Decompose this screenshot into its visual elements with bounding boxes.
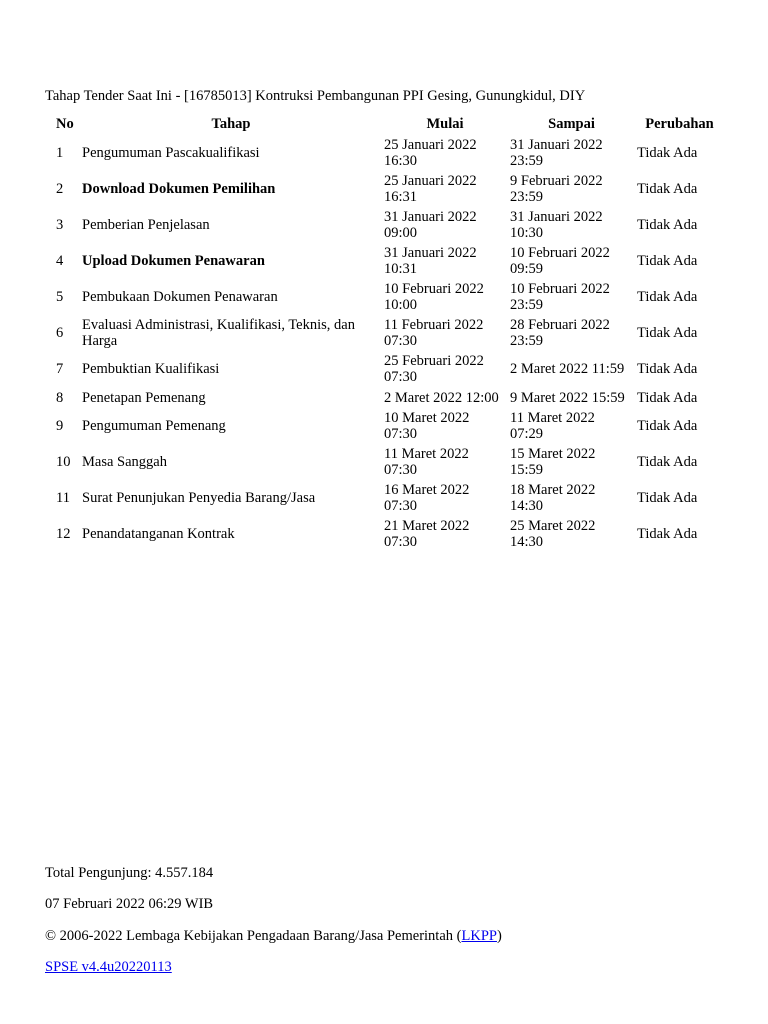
table-row — [52, 387, 724, 408]
cell-tahap: Pengumuman Pascakualifikasi — [82, 145, 260, 161]
cell-no: 8 — [56, 389, 64, 406]
cell-mulai-line: 25 Januari 2022 — [384, 173, 477, 189]
cell-tahap: Masa Sanggah — [82, 454, 167, 470]
cell-sampai-line: 15 Maret 2022 — [510, 446, 596, 462]
cell-mulai — [382, 207, 508, 243]
cell-perubahan: Tidak Ada — [637, 490, 698, 506]
cell-mulai — [382, 408, 508, 444]
cell-sampai — [508, 516, 635, 552]
cell-sampai-line: 9 Maret 2022 15:59 — [510, 389, 625, 406]
table-row — [52, 351, 724, 387]
cell-mulai — [382, 279, 508, 315]
cell-sampai — [508, 444, 635, 480]
cell-perubahan: Tidak Ada — [637, 217, 698, 233]
header-no: No — [56, 116, 74, 132]
cell-mulai — [382, 480, 508, 516]
cell-tahap: Pengumuman Pemenang — [82, 418, 226, 434]
cell-mulai — [382, 135, 508, 171]
cell-tahap: Pembuktian Kualifikasi — [82, 361, 220, 377]
cell-mulai — [382, 351, 508, 387]
cell-tahap: Evaluasi Administrasi, Kualifikasi, Teknis, dan Harga — [82, 317, 355, 349]
table-row — [52, 279, 724, 315]
cell-no: 1 — [56, 145, 64, 161]
cell-sampai-line: 15:59 — [510, 462, 544, 478]
page-title: Tahap Tender Saat Ini - [16785013] Kontruksi Pembangunan PPI Gesing, Gunungkidul, DIY — [45, 88, 586, 104]
cell-sampai-line: 2 Maret 2022 11:59 — [510, 361, 625, 377]
copyright-line — [45, 928, 502, 944]
cell-sampai-line: 23:59 — [510, 153, 544, 169]
cell-mulai — [382, 243, 508, 279]
cell-sampai-line: 31 Januari 2022 — [510, 137, 603, 153]
header-sampai: Sampai — [548, 116, 595, 132]
cell-mulai-line: 07:30 — [384, 369, 418, 385]
cell-mulai-line: 10 Februari 2022 — [384, 281, 484, 297]
copyright-close: ) — [496, 928, 502, 944]
cell-perubahan: Tidak Ada — [637, 253, 698, 269]
cell-no: 6 — [56, 325, 64, 341]
cell-no: 2 — [56, 181, 64, 197]
cell-mulai-line: 09:00 — [384, 225, 418, 241]
cell-mulai-line: 21 Maret 2022 — [384, 518, 470, 534]
cell-sampai — [508, 408, 635, 444]
cell-sampai-line: 28 Februari 2022 — [510, 317, 610, 333]
cell-mulai-line: 16:30 — [384, 153, 418, 169]
cell-sampai — [508, 387, 635, 408]
cell-mulai — [382, 315, 508, 351]
cell-tahap: Pemberian Penjelasan — [82, 217, 210, 233]
cell-mulai — [382, 444, 508, 480]
header-tahap: Tahap — [211, 116, 251, 132]
cell-sampai-line: 10 Februari 2022 — [510, 245, 610, 261]
cell-sampai-line: 31 Januari 2022 — [510, 209, 603, 225]
cell-perubahan: Tidak Ada — [637, 418, 698, 434]
copyright-text: © 2006-2022 Lembaga Kebijakan Pengadaan Barang/Jasa Pemerintah ( — [45, 928, 462, 944]
cell-mulai-line: 31 Januari 2022 — [384, 209, 477, 225]
cell-mulai-line: 10:31 — [384, 261, 418, 277]
cell-no: 3 — [56, 217, 64, 233]
cell-sampai-line: 23:59 — [510, 297, 544, 313]
cell-mulai — [382, 516, 508, 552]
table-row — [52, 408, 724, 444]
cell-sampai-line: 9 Februari 2022 — [510, 173, 603, 189]
cell-sampai-line: 14:30 — [510, 534, 544, 550]
cell-sampai-line: 10 Februari 2022 — [510, 281, 610, 297]
cell-sampai-line: 23:59 — [510, 333, 544, 349]
table-body — [52, 135, 724, 552]
cell-no: 7 — [56, 361, 64, 377]
cell-perubahan: Tidak Ada — [637, 526, 698, 542]
cell-mulai-line: 25 Februari 2022 — [384, 353, 484, 369]
cell-perubahan: Tidak Ada — [637, 325, 698, 341]
cell-tahap: Surat Penunjukan Penyedia Barang/Jasa — [82, 490, 316, 506]
header-perubahan: Perubahan — [645, 116, 714, 132]
cell-perubahan: Tidak Ada — [637, 289, 698, 305]
table-row — [52, 480, 724, 516]
cell-sampai — [508, 207, 635, 243]
table-row — [52, 171, 724, 207]
visitor-count: Total Pengunjung: 4.557.184 — [45, 865, 214, 881]
cell-mulai-line: 16 Maret 2022 — [384, 482, 470, 498]
lkpp-link[interactable]: LKPP — [461, 928, 497, 944]
cell-sampai — [508, 351, 635, 387]
cell-mulai — [382, 387, 508, 408]
cell-mulai — [382, 171, 508, 207]
cell-mulai-line: 11 Februari 2022 — [384, 317, 484, 333]
cell-perubahan: Tidak Ada — [637, 389, 698, 406]
version-line — [45, 959, 172, 975]
cell-perubahan: Tidak Ada — [637, 361, 698, 377]
cell-sampai — [508, 480, 635, 516]
cell-tahap: Penetapan Pemenang — [82, 389, 206, 406]
cell-sampai — [508, 171, 635, 207]
cell-mulai-line: 07:30 — [384, 534, 418, 550]
table-header-row — [52, 113, 724, 135]
cell-sampai-line: 11 Maret 2022 — [510, 410, 595, 426]
cell-mulai-line: 07:30 — [384, 498, 418, 514]
cell-mulai-line: 07:30 — [384, 333, 418, 349]
cell-no: 10 — [56, 454, 71, 470]
tender-schedule-table — [52, 113, 724, 552]
table-row — [52, 135, 724, 171]
table-row — [52, 243, 724, 279]
cell-sampai-line: 25 Maret 2022 — [510, 518, 596, 534]
cell-tahap: Penandatanganan Kontrak — [82, 526, 235, 542]
cell-sampai — [508, 135, 635, 171]
cell-sampai — [508, 315, 635, 351]
cell-mulai-line: 10:00 — [384, 297, 418, 313]
cell-no: 4 — [56, 253, 64, 269]
cell-sampai — [508, 243, 635, 279]
cell-no: 9 — [56, 418, 64, 434]
footer-datetime: 07 Februari 2022 06:29 WIB — [45, 896, 214, 912]
table-row — [52, 207, 724, 243]
cell-no: 12 — [56, 526, 71, 542]
cell-mulai-line: 07:30 — [384, 426, 418, 442]
cell-perubahan: Tidak Ada — [637, 181, 698, 197]
cell-no: 5 — [56, 289, 64, 305]
cell-perubahan: Tidak Ada — [637, 454, 698, 470]
cell-tahap: Download Dokumen Pemilihan — [82, 181, 276, 197]
cell-mulai-line: 2 Maret 2022 12:00 — [384, 389, 499, 406]
table-row — [52, 444, 724, 480]
cell-sampai-line: 14:30 — [510, 498, 544, 514]
cell-no: 11 — [56, 490, 70, 506]
spse-version-link[interactable]: SPSE v4.4u20220113 — [45, 959, 172, 975]
cell-mulai-line: 07:30 — [384, 462, 418, 478]
cell-sampai-line: 10:30 — [510, 225, 544, 241]
cell-tahap: Pembukaan Dokumen Penawaran — [82, 289, 278, 305]
table-row — [52, 315, 724, 351]
cell-sampai-line: 18 Maret 2022 — [510, 482, 596, 498]
cell-sampai-line: 09:59 — [510, 261, 544, 277]
cell-mulai-line: 25 Januari 2022 — [384, 137, 477, 153]
cell-sampai-line: 07:29 — [510, 426, 544, 442]
cell-mulai-line: 10 Maret 2022 — [384, 410, 470, 426]
table-row — [52, 516, 724, 552]
cell-mulai-line: 16:31 — [384, 189, 418, 205]
cell-mulai-line: 31 Januari 2022 — [384, 245, 477, 261]
header-mulai: Mulai — [426, 116, 464, 132]
cell-perubahan: Tidak Ada — [637, 145, 698, 161]
cell-tahap: Upload Dokumen Penawaran — [82, 253, 265, 269]
cell-mulai-line: 11 Maret 2022 — [384, 446, 469, 462]
cell-sampai-line: 23:59 — [510, 189, 544, 205]
cell-sampai — [508, 279, 635, 315]
